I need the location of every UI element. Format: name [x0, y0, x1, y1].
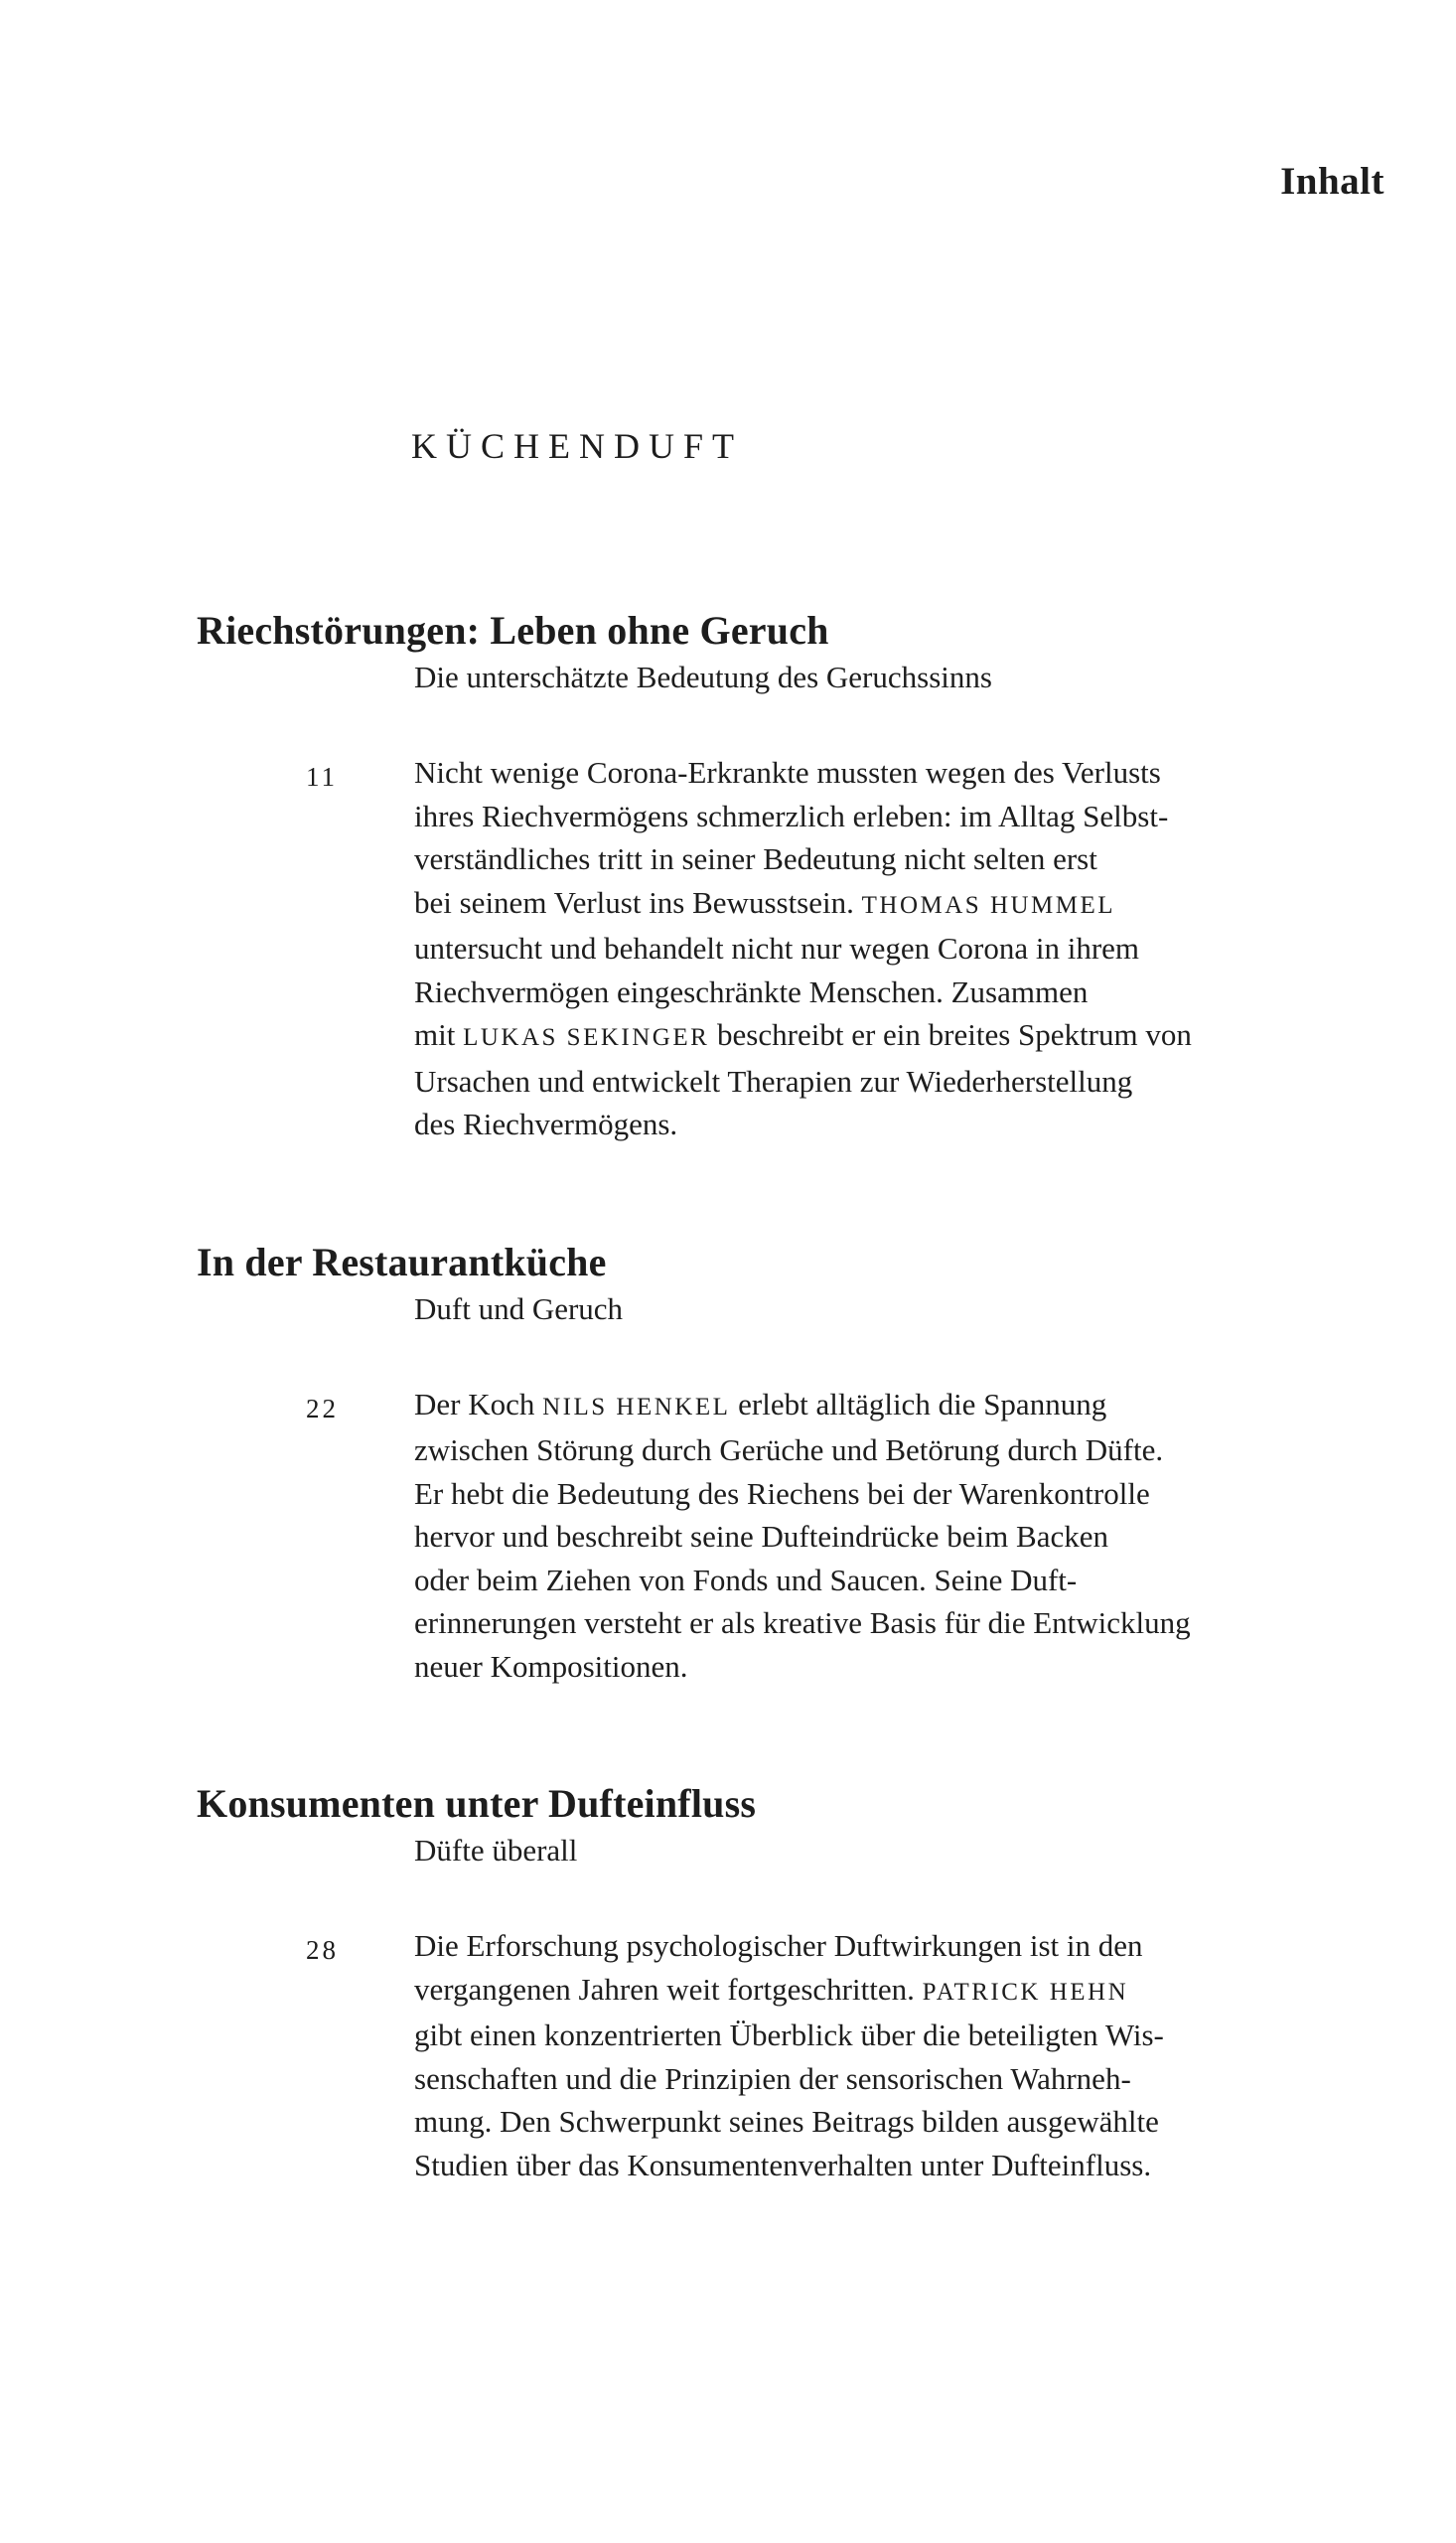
text-segment: senschaften und die Prinzipien der sensorischen Wahrneh- [414, 2060, 1131, 2096]
person-name-smallcaps: PATRICK HEHN [922, 1978, 1129, 2006]
text-segment: verständliches tritt in seiner Bedeutung nicht selten erst [414, 841, 1097, 876]
person-name-smallcaps: NILS HENKEL [542, 1393, 731, 1421]
text-segment: hervor und beschreibt seine Dufteindrücke beim Backen [414, 1519, 1108, 1554]
text-segment: erinnerungen versteht er als kreative Basis für die Entwicklung [414, 1605, 1191, 1640]
description-line [414, 927, 1369, 971]
text-segment: beschreibt er ein breites Spektrum von [709, 1017, 1192, 1052]
text-segment: Studien über das Konsumentenverhalten unter Dufteinfluss. [414, 2147, 1152, 2182]
text-segment: oder beim Ziehen von Fonds und Saucen. Seine Duft- [414, 1562, 1078, 1597]
description-line [414, 1601, 1369, 1645]
text-segment: Ursachen und entwickelt Therapien zur Wiederherstellung [414, 1063, 1133, 1099]
description-line [414, 1968, 1369, 2015]
entry-page-number: 11 [306, 762, 338, 792]
description-line [414, 2100, 1369, 2144]
entry-description [306, 751, 1369, 1146]
entry-title: Konsumenten unter Dufteinfluss [197, 1781, 757, 1826]
entry-page-number: 28 [306, 1935, 339, 1965]
text-segment: zwischen Störung durch Gerüche und Betörung durch Düfte. [414, 1432, 1164, 1467]
chapter-title: KÜCHENDUFT [411, 426, 744, 466]
toc-entries [197, 606, 1369, 2186]
text-segment: mit [414, 1017, 464, 1052]
description-line [414, 1060, 1369, 1104]
description-line [414, 1383, 1369, 1429]
text-segment: mung. Den Schwerpunkt seines Beitrags bilden ausgewählte [414, 2104, 1159, 2139]
description-line [414, 1103, 1369, 1146]
text-segment: Nicht wenige Corona-Erkrankte mussten wegen des Verlusts [414, 755, 1161, 790]
description-line [414, 1013, 1369, 1060]
description-line [414, 751, 1369, 795]
text-segment: Die Erforschung psychologischer Duftwirkungen ist in den [414, 1928, 1143, 1963]
person-name-smallcaps: THOMAS HUMMEL [861, 891, 1116, 919]
entry-subtitle: Duft und Geruch [414, 1290, 624, 1326]
text-segment: vergangenen Jahren weit fortgeschritten. [414, 1971, 923, 2007]
text-segment: untersucht und behandelt nicht nur wegen Corona in ihrem [414, 931, 1140, 966]
text-segment: Er hebt die Bedeutung des Riechens bei der Warenkontrolle [414, 1475, 1150, 1511]
entry-description [306, 1924, 1369, 2186]
entry-description-lines [414, 751, 1369, 1146]
description-line [414, 1559, 1369, 1602]
description-line [414, 1472, 1369, 1516]
description-line [414, 837, 1369, 881]
text-segment: des Riechvermögens. [414, 1107, 678, 1141]
toc-entry [197, 606, 1369, 1146]
page-header-label: Inhalt [1280, 160, 1384, 203]
text-segment: ihres Riechvermögens schmerzlich erleben: im Alltag Selbst- [414, 798, 1169, 833]
entry-subtitle: Die unterschätzte Bedeutung des Geruchssinns [414, 660, 992, 694]
entry-description-lines [414, 1383, 1369, 1689]
text-segment: Riechvermögen eingeschränkte Menschen. Zusammen [414, 973, 1089, 1009]
person-name-smallcaps: LUKAS SEKINGER [463, 1024, 710, 1051]
toc-entry [197, 1238, 1369, 1689]
description-line [414, 971, 1369, 1014]
description-line [414, 1645, 1369, 1689]
text-segment: neuer Kompositionen. [414, 1648, 688, 1684]
entry-description-lines [414, 1924, 1369, 2186]
description-line [414, 2014, 1369, 2057]
description-line [414, 1924, 1369, 1968]
description-line [414, 1515, 1369, 1559]
description-line [414, 2144, 1369, 2187]
text-segment: bei seinem Verlust ins Bewusstsein. [414, 884, 862, 920]
description-line [414, 881, 1369, 928]
entry-subtitle: Düfte überall [414, 1833, 578, 1868]
entry-title: In der Restaurantküche [197, 1239, 607, 1284]
text-segment: gibt einen konzentrierten Überblick über die beteiligten Wis- [414, 2018, 1164, 2052]
description-line [414, 2057, 1369, 2101]
text-segment: Der Koch [414, 1386, 543, 1421]
entry-title: Riechstörungen: Leben ohne Geruch [197, 608, 829, 653]
description-line [414, 795, 1369, 838]
description-line [414, 1428, 1369, 1472]
toc-entry [197, 1779, 1369, 2186]
text-segment: erlebt alltäglich die Spannung [730, 1386, 1107, 1421]
entry-page-number: 22 [306, 1393, 339, 1423]
entry-description [306, 1383, 1369, 1689]
